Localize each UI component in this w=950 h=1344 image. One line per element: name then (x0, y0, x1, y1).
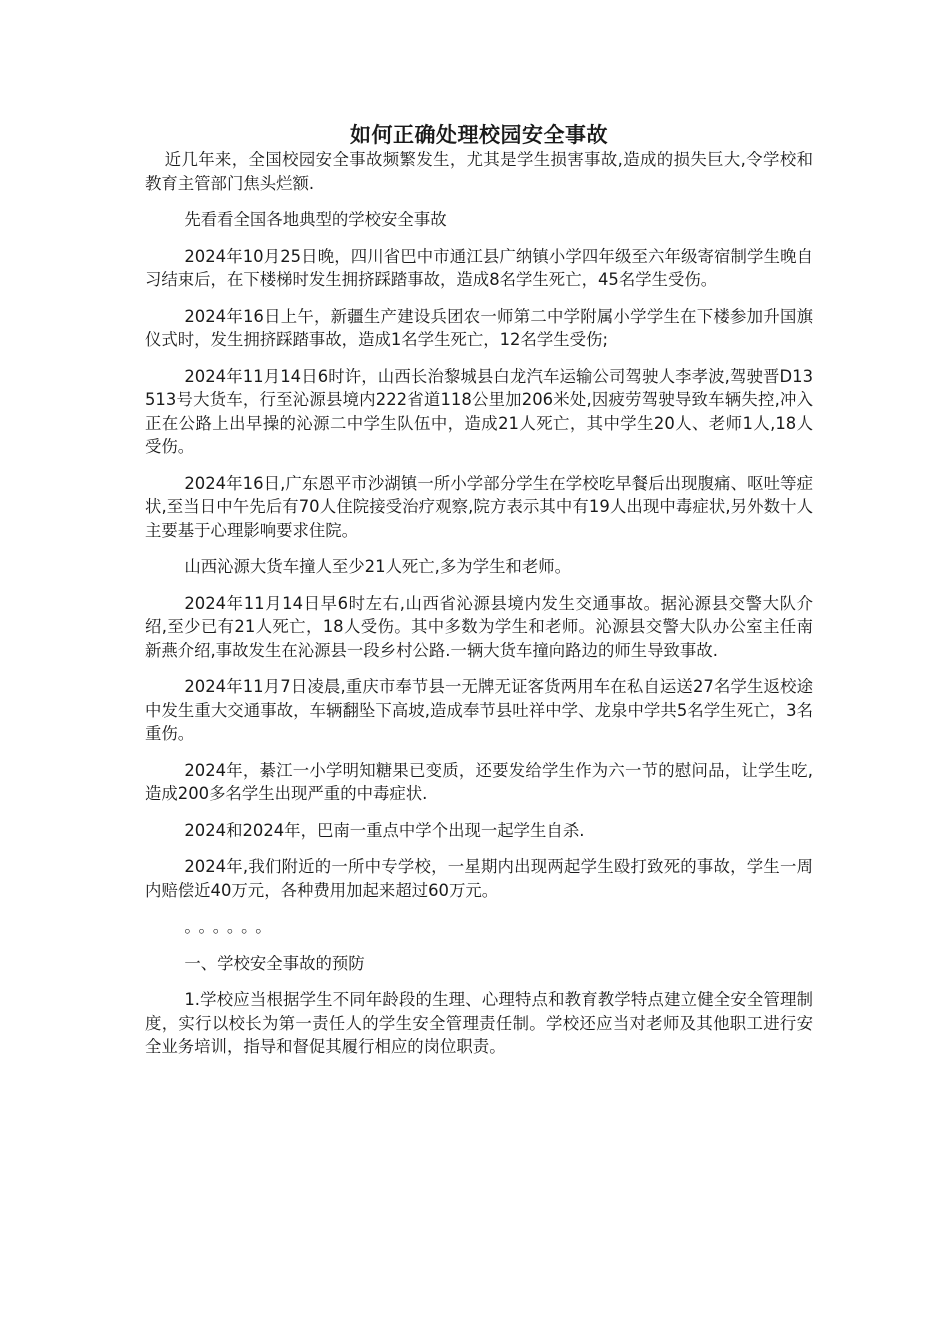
document-page (145, 118, 813, 1072)
section-heading-prevention: 一、学校安全事故的预防 (184, 953, 365, 973)
paragraph-banan-suicide: 2024和2024年，巴南一重点中学个出现一起学生自杀. (184, 820, 585, 840)
paragraph-shanxi-truck: 2024年11月14日6时许，山西长治黎城县白龙汽车运输公司驾驶人李孝波,驾驶晋D13513号大货车，行至沁源县境内222省道118公里加206米处,因疲劳驾驶导致车辆失控,冲入正在公路上出早操的沁源二中学生队伍中，造成21人死亡，其中学生20人、老师1人,18人受伤。 (145, 366, 813, 456)
paragraph-sichuan-stampede: 2024年10月25日晚，四川省巴中市通江县广纳镇小学四年级至六年级寄宿制学生晚自习结束后，在下楼梯时发生拥挤踩踏事故，造成8名学生死亡，45名学生受伤。 (145, 246, 813, 289)
paragraph-intro: 近几年来，全国校园安全事故频繁发生，尤其是学生损害事故,造成的损失巨大,令学校和教育主管部门焦头烂额. (145, 150, 813, 193)
paragraph-xinjiang-stampede: 2024年16日上午，新疆生产建设兵团农一师第二中学附属小学学生在下楼参加升国旗仪式时，发生拥挤踩踏事故，造成1名学生死亡，12名学生受伤; (145, 306, 813, 349)
paragraph-guangdong-poisoning: 2024年16日,广东恩平市沙湖镇一所小学部分学生在学校吃早餐后出现腹痛、呕吐等症状,至当日中午先后有70人住院接受治疗观察,院方表示其中有19人出现中毒症状,另外数十人主要基于心理影响要求住院。 (145, 473, 813, 540)
paragraph-qijiang-candy: 2024年，綦江一小学明知糖果已变质，还要发给学生作为六一节的慰问品，让学生吃,造成200多名学生出现严重的中毒症状. (145, 760, 813, 803)
paragraph-qinyuan-detail: 2024年11月14日早6时左右,山西省沁源县境内发生交通事故。据沁源县交警大队介绍,至少已有21人死亡，18人受伤。其中多数为学生和老师。沁源县交警大队办公室主任南新燕介绍,事故发生在沁源县一段乡村公路.一辆大货车撞向路边的师生导致事故. (145, 593, 813, 660)
paragraph-qinyuan-headline: 山西沁源大货车撞人至少21人死亡,多为学生和老师。 (184, 557, 572, 576)
paragraph-chongqing-traffic: 2024年11月7日凌晨,重庆市奉节县一无牌无证客货两用车在私自运送27名学生返校途中发生重大交通事故，车辆翻坠下高坡,造成奉节县吐祥中学、龙泉中学共5名学生死亡，3名重伤。 (145, 677, 813, 743)
document-title: 如何正确处理校园安全事故 (350, 123, 608, 147)
paragraph-typical-accidents: 先看看全国各地典型的学校安全事故 (184, 210, 447, 229)
paragraph-vocational-school: 2024年,我们附近的一所中专学校，一星期内出现两起学生殴打致死的事故，学生一周内赔偿近40万元，各种费用加起来超过60万元。 (145, 857, 813, 900)
paragraph-ellipsis: 。。。。。。 (184, 917, 278, 936)
paragraph-prevention-1: 1.学校应当根据学生不同年龄段的生理、心理特点和教育教学特点建立健全安全管理制度，实行以校长为第一责任人的学生安全管理责任制。学校还应当对老师及其他职工进行安全业务培训，指导和督促其履行相应的岗位职责。 (145, 990, 813, 1056)
